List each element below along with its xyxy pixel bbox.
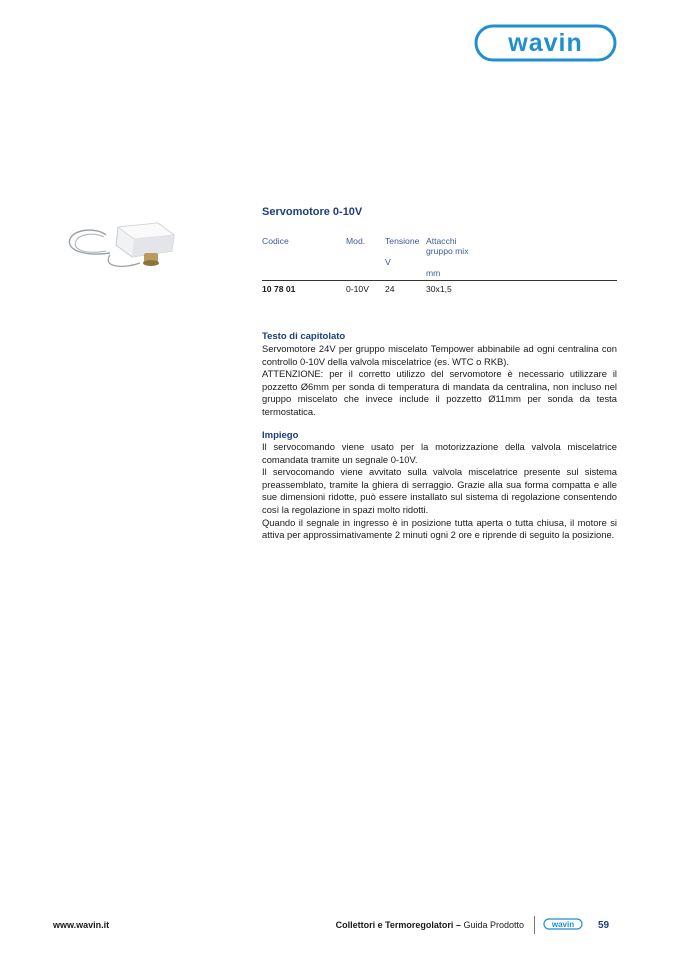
logo-text: wavin (508, 29, 583, 57)
footer-doc-main: Collettori e Termoregolatori (335, 920, 454, 930)
table-rule (262, 280, 617, 281)
footer-doc-subtitle: Guida Prodotto (463, 920, 524, 930)
header-codice: Codice (262, 236, 289, 246)
cell-mod: 0-10V (346, 284, 369, 294)
capitolato-body (262, 343, 617, 419)
header-tensione-unit: V (385, 257, 391, 267)
footer-divider (534, 916, 535, 934)
impiego-body (262, 441, 617, 542)
header-gruppo-mix: gruppo mix (426, 246, 469, 256)
impiego-paragraph-1: Il servocomando viene usato per la motorizzazione della valvola miscelatrice comandata tramite un segnale 0-10V. (262, 441, 617, 465)
header-tensione: Tensione (385, 236, 420, 246)
header-attacchi: Attacchi (426, 236, 457, 246)
footer-doc-sep: – (453, 920, 464, 930)
product-title: Servomotore 0-10V (262, 206, 363, 218)
header-mod: Mod. (346, 236, 366, 246)
header-attacchi-unit: mm (426, 268, 441, 278)
page-number: 59 (598, 920, 610, 931)
footer-wavin-logo (543, 918, 583, 930)
cell-tensione: 24 (385, 284, 395, 294)
cell-codice: 10 78 01 (262, 284, 296, 294)
capitolato-title: Testo di capitolato (262, 331, 346, 342)
footer-doc-title (336, 920, 524, 930)
cell-attacchi: 30x1,5 (426, 284, 452, 294)
servomotor-photo (62, 205, 184, 277)
capitolato-paragraph-1: Servomotore 24V per gruppo miscelato Tempower abbinabile ad ogni centralina con controllo 0-10V della valvola miscelatrice (es. WTC o RKB). (262, 343, 617, 367)
capitolato-paragraph-2: ATTENZIONE: per il corretto utilizzo del servomotore è necessario utilizzare il pozzetto Ø6mm per sonda di temperatura di mandata da centralina, non incluso nel gruppo miscelato che invece include il pozzetto Ø11mm per sonda da testa termostatica. (262, 368, 617, 417)
footer-logo-text: wavin (551, 920, 575, 929)
impiego-title: Impiego (262, 430, 299, 441)
impiego-paragraph-2: Il servocomando viene avvitato sulla valvola miscelatrice presente sul sistema preassemblato, tramite la ghiera di serraggio. Grazie alla sua forma compatta e alle sue dimensioni ridotte, può essere installato sul sistema di regolazione consentendo così la regolazione in spazi molto ridotti. (262, 466, 617, 515)
wavin-logo (474, 24, 617, 62)
footer-url[interactable]: www.wavin.it (53, 920, 110, 930)
impiego-paragraph-3: Quando il segnale in ingresso è in posizione tutta aperta o tutta chiusa, il motore si attiva per approssimativamente 2 minuti ogni 2 ore e riprende di seguito la posizione. (262, 516, 617, 541)
